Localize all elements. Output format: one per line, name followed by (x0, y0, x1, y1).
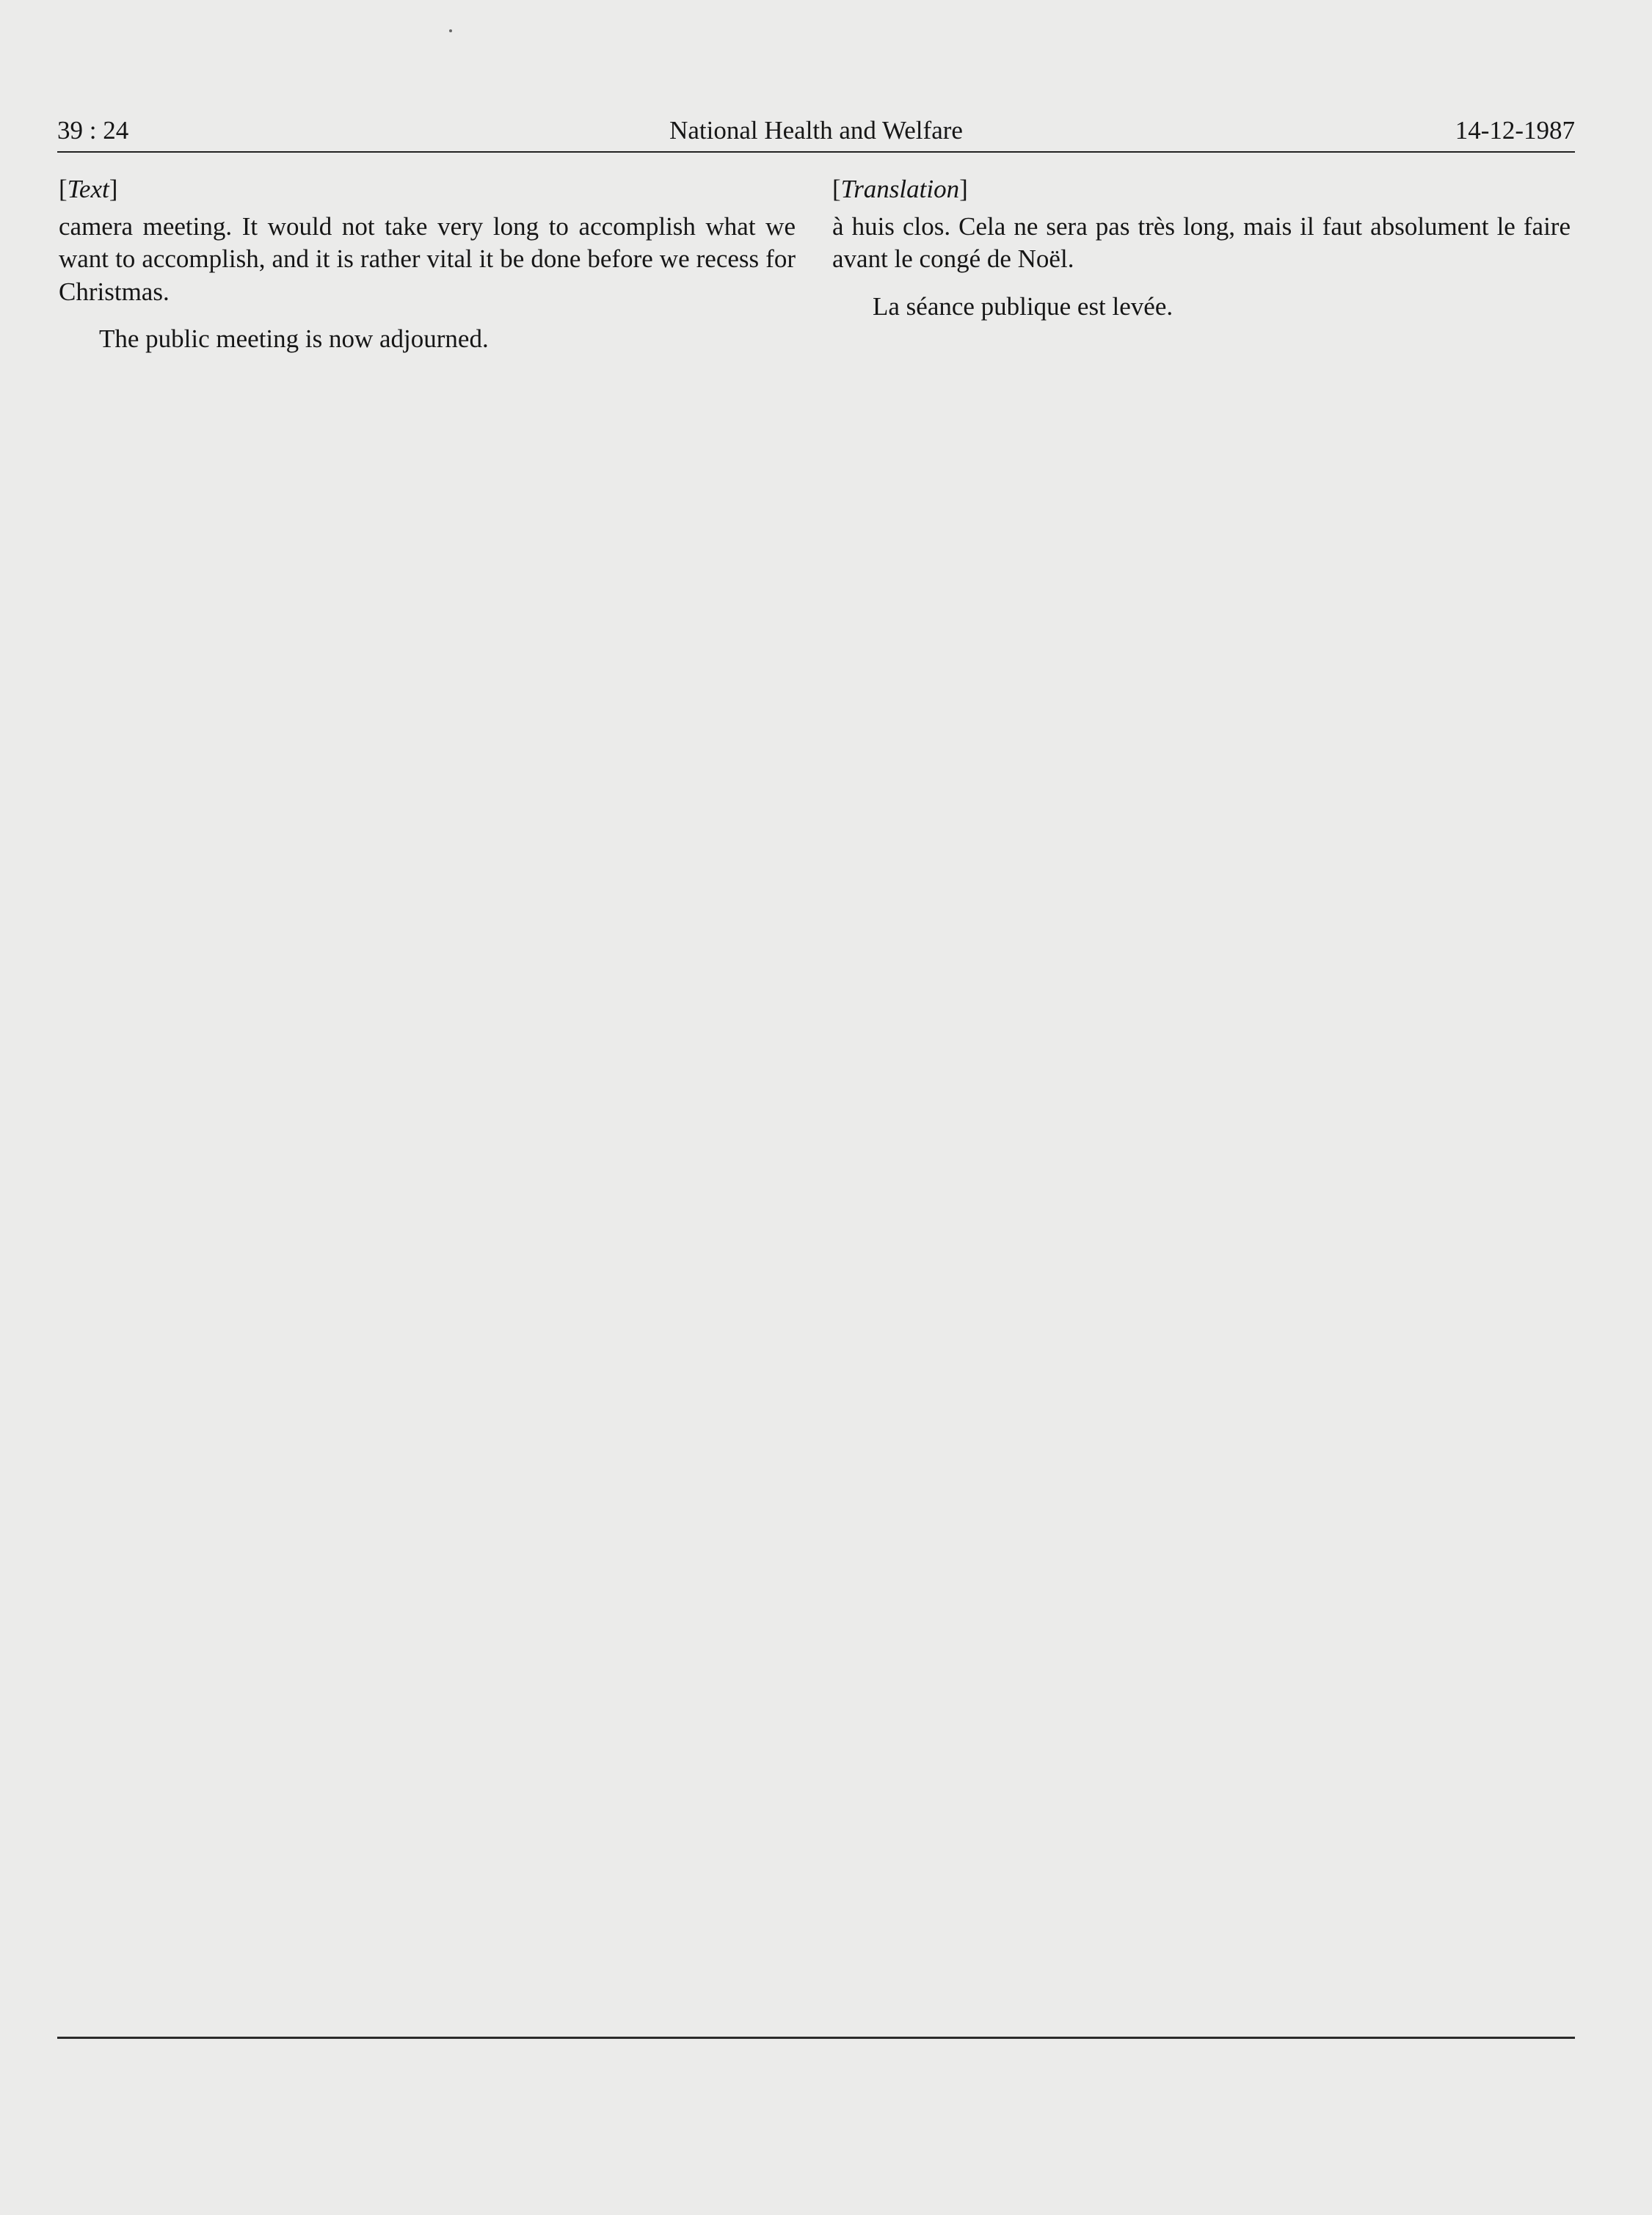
bracket-close: ] (109, 175, 118, 203)
header-rule (57, 151, 1575, 153)
right-column (832, 173, 1571, 323)
right-paragraph-1: à huis clos. Cela ne sera pas très long, mais il faut absolument le faire avant le congé de Noël. (832, 211, 1571, 273)
left-paragraph-2: The public meeting is now adjourned. (99, 324, 489, 353)
header-date: 14-12-1987 (1455, 116, 1575, 145)
bracket-open: [ (59, 175, 68, 203)
right-label-text: Translation (840, 175, 960, 203)
bottom-rule (57, 2037, 1575, 2039)
right-paragraph-2: La séance publique est levée. (873, 291, 1173, 321)
left-paragraph-1: camera meeting. It would not take very long to accomplish what we want to accomplish, and it is rather vital it be done before we recess for Christmas. (59, 211, 796, 306)
page-number: 39 : 24 (57, 116, 129, 145)
scan-speck (449, 29, 452, 32)
left-column (59, 173, 796, 356)
left-column-label (59, 173, 796, 206)
bracket-open: [ (832, 175, 841, 203)
right-column-label (832, 173, 1571, 206)
running-title: National Health and Welfare (669, 116, 963, 145)
left-label-text: Text (67, 175, 109, 203)
page-header (57, 116, 1575, 151)
bracket-close: ] (959, 175, 968, 203)
